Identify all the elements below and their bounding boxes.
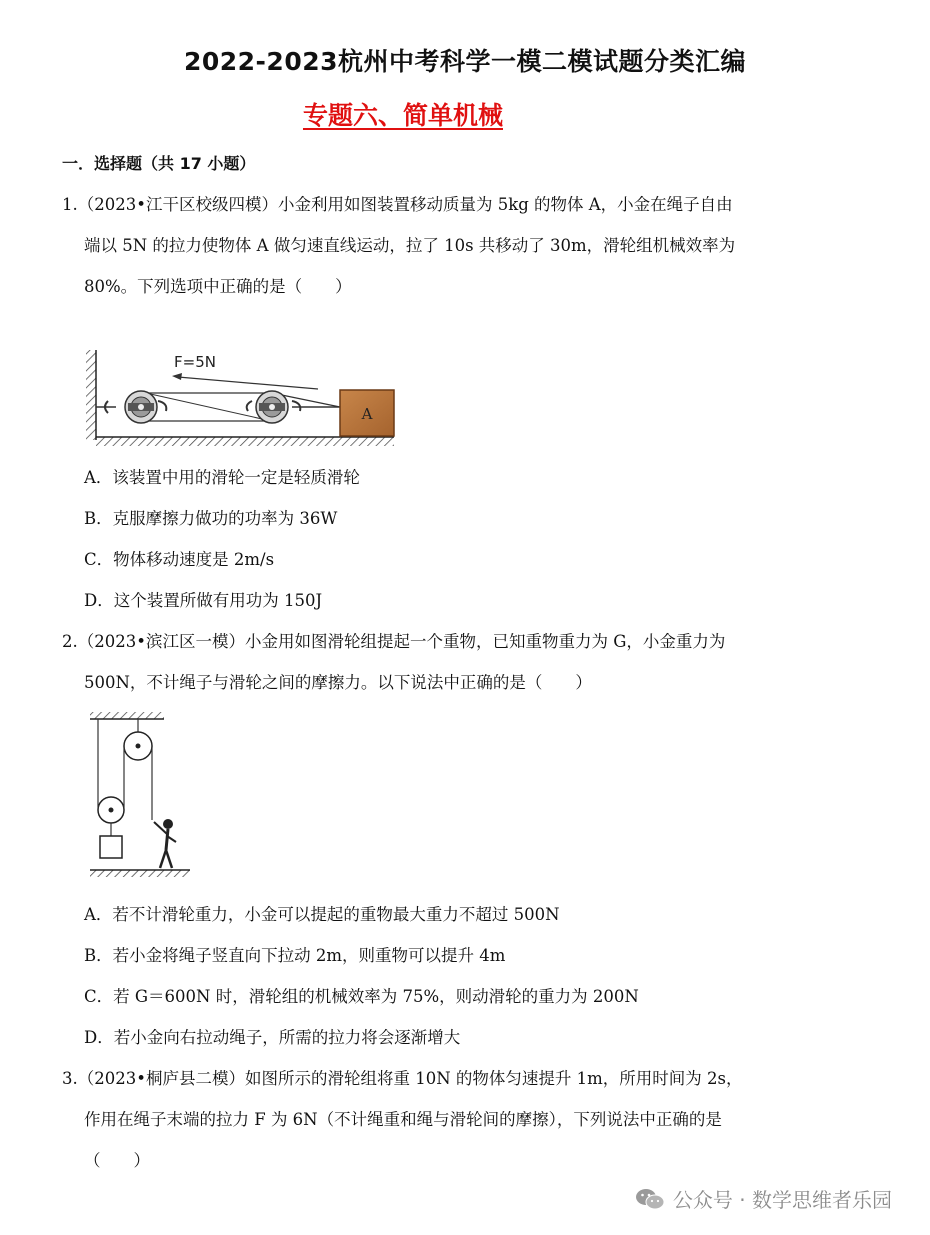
section-heading: 一．选择题（共 17 小题） (62, 154, 256, 173)
q1-stem-line2: 端以 5N 的拉力使物体 A 做匀速直线运动，拉了 10s 共移动了 30m，滑轮组机械效率为 (84, 236, 736, 255)
wall-hatch (86, 350, 96, 440)
q3-stem-line2: 作用在绳子末端的拉力 F 为 6N（不计绳重和绳与滑轮间的摩擦），下列说法中正确的是 (84, 1110, 722, 1129)
q1-option-d: D．这个装置所做有用功为 150J (84, 591, 323, 610)
page-title: 2022-2023杭州中考科学一模二模试题分类汇编 (183, 47, 747, 76)
q1-pulley-figure (86, 345, 398, 450)
q2-option-b: B．若小金将绳子竖直向下拉动 2m，则重物可以提升 4m (84, 946, 506, 965)
ceiling-hatch (90, 712, 164, 719)
q1-option-b: B．克服摩擦力做功的功率为 36W (84, 509, 338, 528)
person-head (163, 819, 173, 829)
watermark-text: 公众号 · 数学思维者乐园 (672, 1188, 892, 1212)
topic-subtitle-text: 专题六、简单机械 (302, 101, 503, 130)
force-label: F=5N (174, 353, 216, 371)
q2-stem-line2: 500N，不计绳子与滑轮之间的摩擦力。以下说法中正确的是（ ） (84, 673, 592, 692)
ground-hatch (96, 437, 394, 446)
q1-option-a: A．该装置中用的滑轮一定是轻质滑轮 (84, 468, 360, 487)
floor-hatch (90, 870, 190, 877)
block-a-label: A (361, 405, 373, 423)
q2-pulley-figure (86, 710, 194, 880)
q2-option-a: A．若不计滑轮重力，小金可以提起的重物最大重力不超过 500N (84, 905, 560, 924)
q3-stem-line3: （ ） (84, 1151, 150, 1170)
q1-stem-line3: 80%。下列选项中正确的是（ ） (84, 277, 352, 296)
topic-subtitle (0, 96, 806, 132)
q2-stem-line1: 2.（2023•滨江区一模）小金用如图滑轮组提起一个重物，已知重物重力为 G，小金重力为 (62, 632, 726, 651)
q2-option-d: D．若小金向右拉动绳子，所需的拉力将会逐渐增大 (84, 1028, 461, 1047)
watermark (635, 1184, 892, 1213)
q1-option-c: C．物体移动速度是 2m/s (84, 550, 275, 569)
q3-stem-line1: 3.（2023•桐庐县二模）如图所示的滑轮组将重 10N 的物体匀速提升 1m，所用时间为 2s， (62, 1069, 743, 1088)
force-arrow (178, 377, 318, 389)
q1-stem-line1: 1.（2023•江干区校级四模）小金利用如图装置移动质量为 5kg 的物体 A，小金在绳子自由 (62, 195, 733, 214)
weight-box (100, 836, 122, 858)
q2-option-c: C．若 G＝600N 时，滑轮组的机械效率为 75%，则动滑轮的重力为 200N (84, 987, 639, 1006)
wechat-icon (635, 1187, 665, 1211)
